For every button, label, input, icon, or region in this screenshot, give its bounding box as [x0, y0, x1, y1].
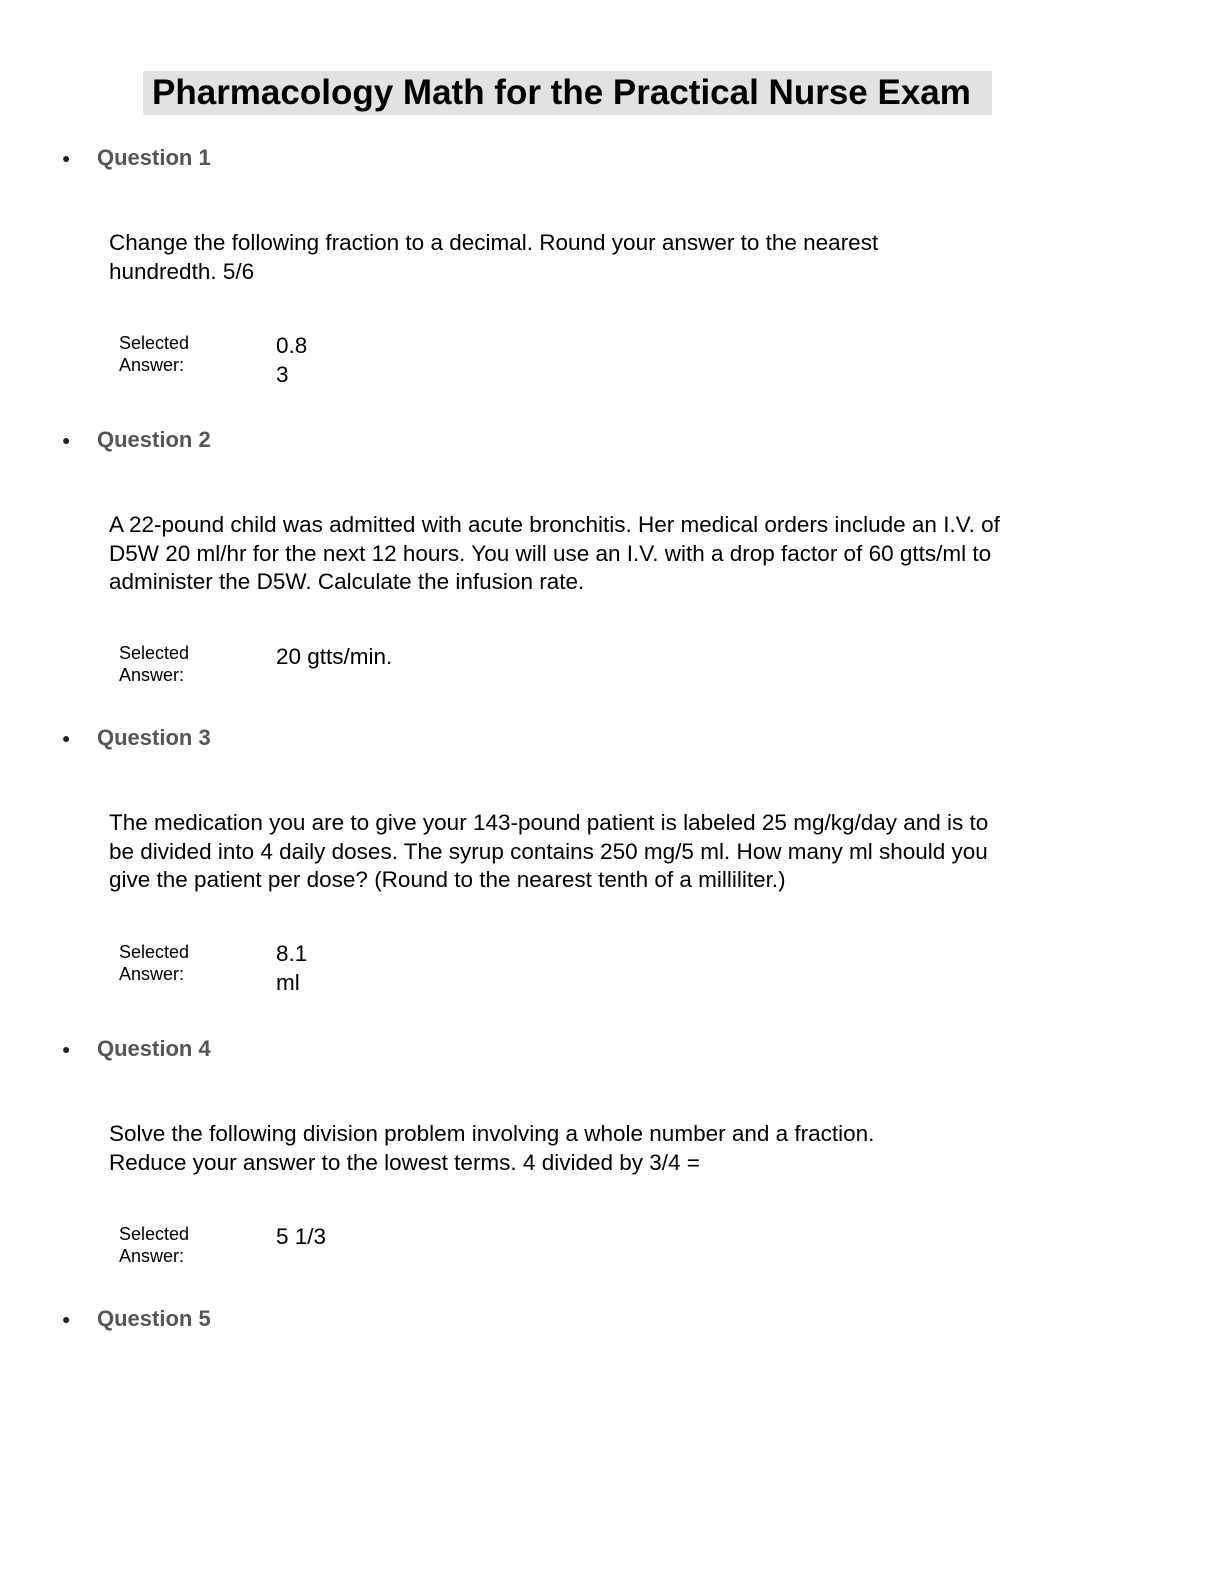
question-label: Question 1	[97, 145, 211, 170]
selected-answer-value: 8.1 ml	[276, 941, 308, 995]
question-text: The medication you are to give your 143-pound patient is labeled 25 mg/kg/day and is to be divided into 4 daily doses. The syrup contains 250 mg/5 ml. How many ml should you give the patient per dose? (Round to the nearest tenth of a milliliter.)	[109, 810, 989, 892]
selected-answer-label: Selected Answer:	[119, 643, 190, 685]
question-label: Question 3	[97, 725, 211, 750]
bullet-icon: ●	[62, 730, 71, 746]
selected-answer-value: 5 1/3	[276, 1224, 327, 1249]
selected-answer-label: Selected Answer:	[119, 1224, 190, 1266]
selected-answer-value: 20 gtts/min.	[276, 644, 393, 669]
question-text: Change the following fraction to a decimal. Round your answer to the nearest hundredth. 5/6	[109, 230, 879, 284]
question-label: Question 5	[97, 1306, 211, 1331]
bullet-icon: ●	[62, 1311, 71, 1327]
page-title: Pharmacology Math for the Practical Nurse Exam	[143, 71, 992, 115]
bullet-icon: ●	[62, 1041, 71, 1057]
bullet-icon: ●	[62, 432, 71, 448]
question-text: A 22-pound child was admitted with acute bronchitis. Her medical orders include an I.V. of D5W 20 ml/hr for the next 12 hours. You will use an I.V. with a drop factor of 60 gtts/ml to administer the D5W. Calculate the infusion rate.	[109, 512, 1000, 594]
selected-answer-label: Selected Answer:	[119, 942, 190, 984]
bullet-icon: ●	[62, 150, 71, 166]
selected-answer-value: 0.83	[276, 333, 308, 387]
question-label: Question 4	[97, 1036, 211, 1061]
question-label: Question 2	[97, 427, 211, 452]
selected-answer-label: Selected Answer:	[119, 333, 190, 375]
question-text: Solve the following division problem involving a whole number and a fraction. Reduce your answer to the lowest terms. 4 divided by 3/4 =	[109, 1121, 875, 1175]
